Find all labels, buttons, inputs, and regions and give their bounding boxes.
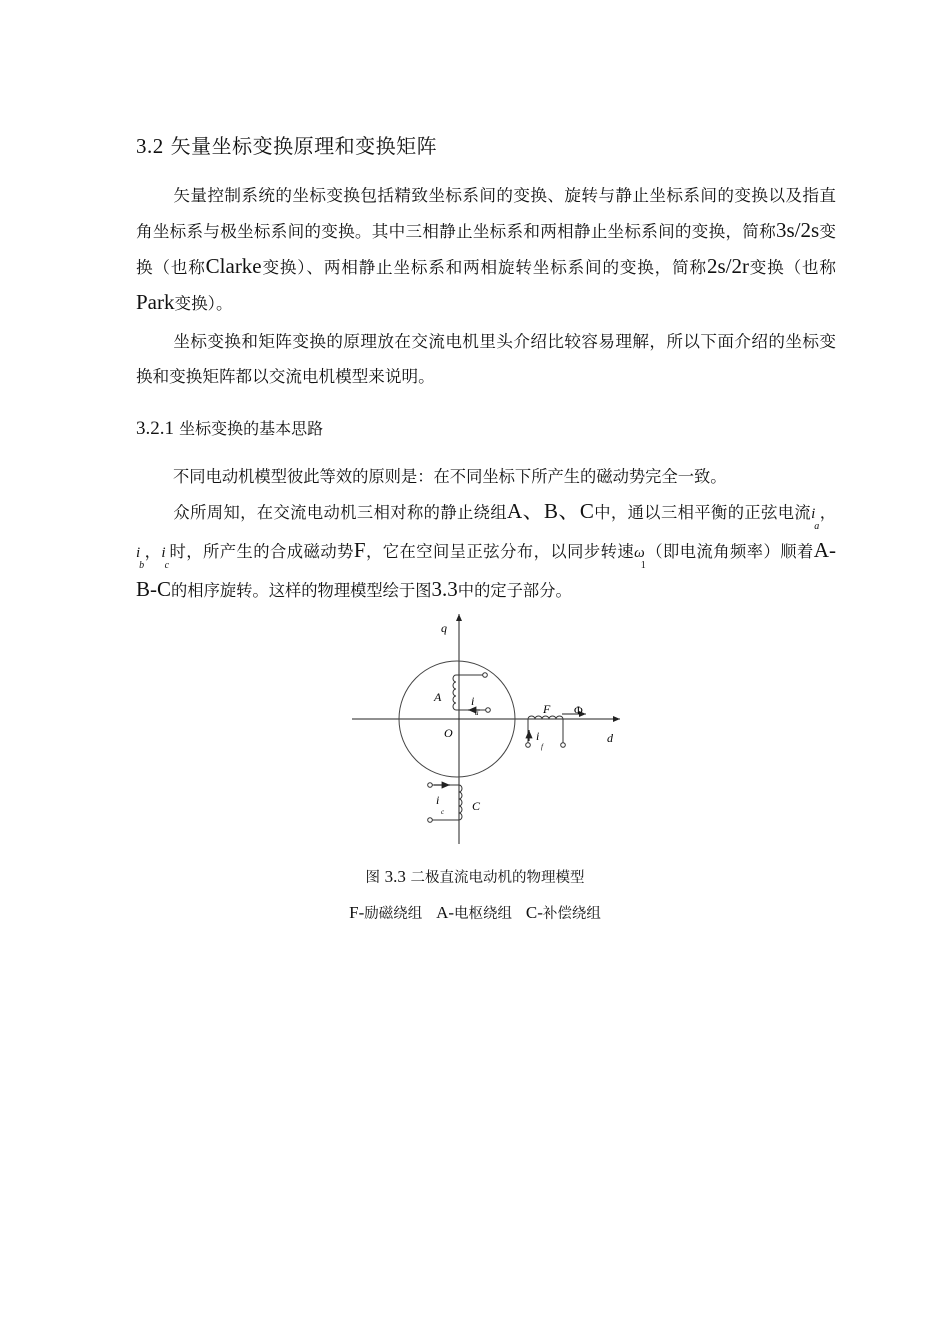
para4-text-4: ，它在空间呈正弦分布，以同步转速 [365, 542, 635, 561]
para3-text: 不同电动机模型彼此等效的原则是：在不同坐标下所产生的磁动势完全一致。 [173, 467, 727, 486]
subsection-title: 坐标变换的基本思路 [179, 419, 324, 438]
para4-text-3: 时，所产生的合成磁动势 [169, 542, 354, 561]
compensating-winding-c [428, 783, 462, 823]
para1-text-2: 变换（也称 [136, 222, 836, 277]
comma: ， [819, 503, 836, 522]
subscript-c: c [164, 560, 170, 571]
figure-caption [0, 866, 950, 887]
subscript-a: a [814, 521, 820, 532]
current-i-b: i [136, 545, 141, 561]
legend-f-text: 励磁绕组 [364, 906, 423, 922]
para1-text-4: 变换（也称 [748, 258, 837, 277]
para1-text-3: 变换）、两相静止坐标系和两相旋转坐标系间的变换，简称 [261, 258, 707, 277]
figure-reference: 3.3 [431, 577, 458, 601]
label-phi: Φ [574, 703, 583, 717]
caption-text: 二极直流电动机的物理模型 [410, 870, 585, 886]
paragraph-coordinate-transform-intro [136, 178, 836, 321]
caption-number: 3.3 [384, 867, 406, 886]
phase-sequence: A-B-C [136, 538, 836, 601]
label-sub-f: f [541, 743, 543, 751]
current-i-a: i [811, 506, 816, 522]
caption-prefix: 图 [365, 870, 381, 886]
figure-legend [0, 902, 950, 923]
current-i-c: i [161, 545, 166, 561]
abbr-3s2s: 3s/2s [775, 218, 820, 242]
legend-c-text: 补偿绕组 [542, 906, 601, 922]
name-park: Park [136, 290, 175, 314]
label-if: i [536, 729, 540, 743]
paragraph-equivalence [136, 459, 836, 608]
paragraph-principle [136, 324, 836, 394]
label-sub-c: c [441, 808, 445, 816]
legend-f-code: F- [349, 903, 365, 922]
equivalence-principle-line [136, 459, 836, 494]
para4-text-2: 中，通以三相平衡的正弦电流 [593, 503, 812, 522]
subsection-number: 3.2.1 [136, 418, 174, 439]
label-d: d [607, 731, 613, 745]
subsection-heading [136, 416, 323, 440]
section-heading [136, 130, 437, 159]
para1-text-1: 矢量控制系统的坐标变换包括精致坐标系间的变换、旋转与静止坐标系间的变换以及指直角坐标系与极坐标系间的变换。其中三相静止坐标系和两相静止坐标系间的变换，简称 [136, 186, 836, 241]
legend-a-text: 电枢绕组 [454, 906, 513, 922]
label-ic: i [436, 793, 440, 807]
omega-symbol: ω [634, 545, 645, 561]
stator-model-paragraph [136, 494, 836, 608]
para2-text: 坐标变换和矩阵变换的原理放在交流电机里头介绍比较容易理解，所以下面介绍的坐标变换和变换矩阵都以交流电机模型来说明。 [136, 332, 836, 386]
label-ia: i [471, 694, 475, 708]
subscript-1: 1 [640, 560, 646, 571]
section-number: 3.2 [136, 134, 164, 158]
label-c: C [472, 799, 481, 813]
abbr-2s2r: 2s/2r [706, 254, 749, 278]
label-q: q [441, 621, 447, 635]
para4-text-5: （即电流角频率）顺着 [645, 542, 814, 561]
label-f: F [543, 702, 551, 716]
legend-a-code: A- [436, 903, 455, 922]
phases-abc: A、B、C [507, 499, 594, 523]
legend-c-code: C- [525, 903, 543, 922]
label-a: A [434, 690, 442, 704]
mmf-f: F [353, 538, 366, 562]
para4-text-1: 众所周知，在交流电动机三相对称的静止绕组 [173, 503, 508, 522]
subscript-b: b [139, 560, 145, 571]
dc-motor-model-figure [340, 612, 630, 848]
label-origin: O [444, 726, 453, 740]
label-sub-a: a [475, 709, 479, 717]
para1-text-5: 变换）。 [174, 294, 233, 313]
comma: ， [144, 542, 162, 561]
name-clarke: Clarke [205, 254, 262, 278]
section-title: 矢量坐标变换原理和变换矩阵 [170, 134, 438, 158]
para4-text-6: 的相序旋转。这样的物理模型绘于图 [171, 581, 432, 600]
para4-text-7: 中的定子部分。 [457, 581, 572, 600]
